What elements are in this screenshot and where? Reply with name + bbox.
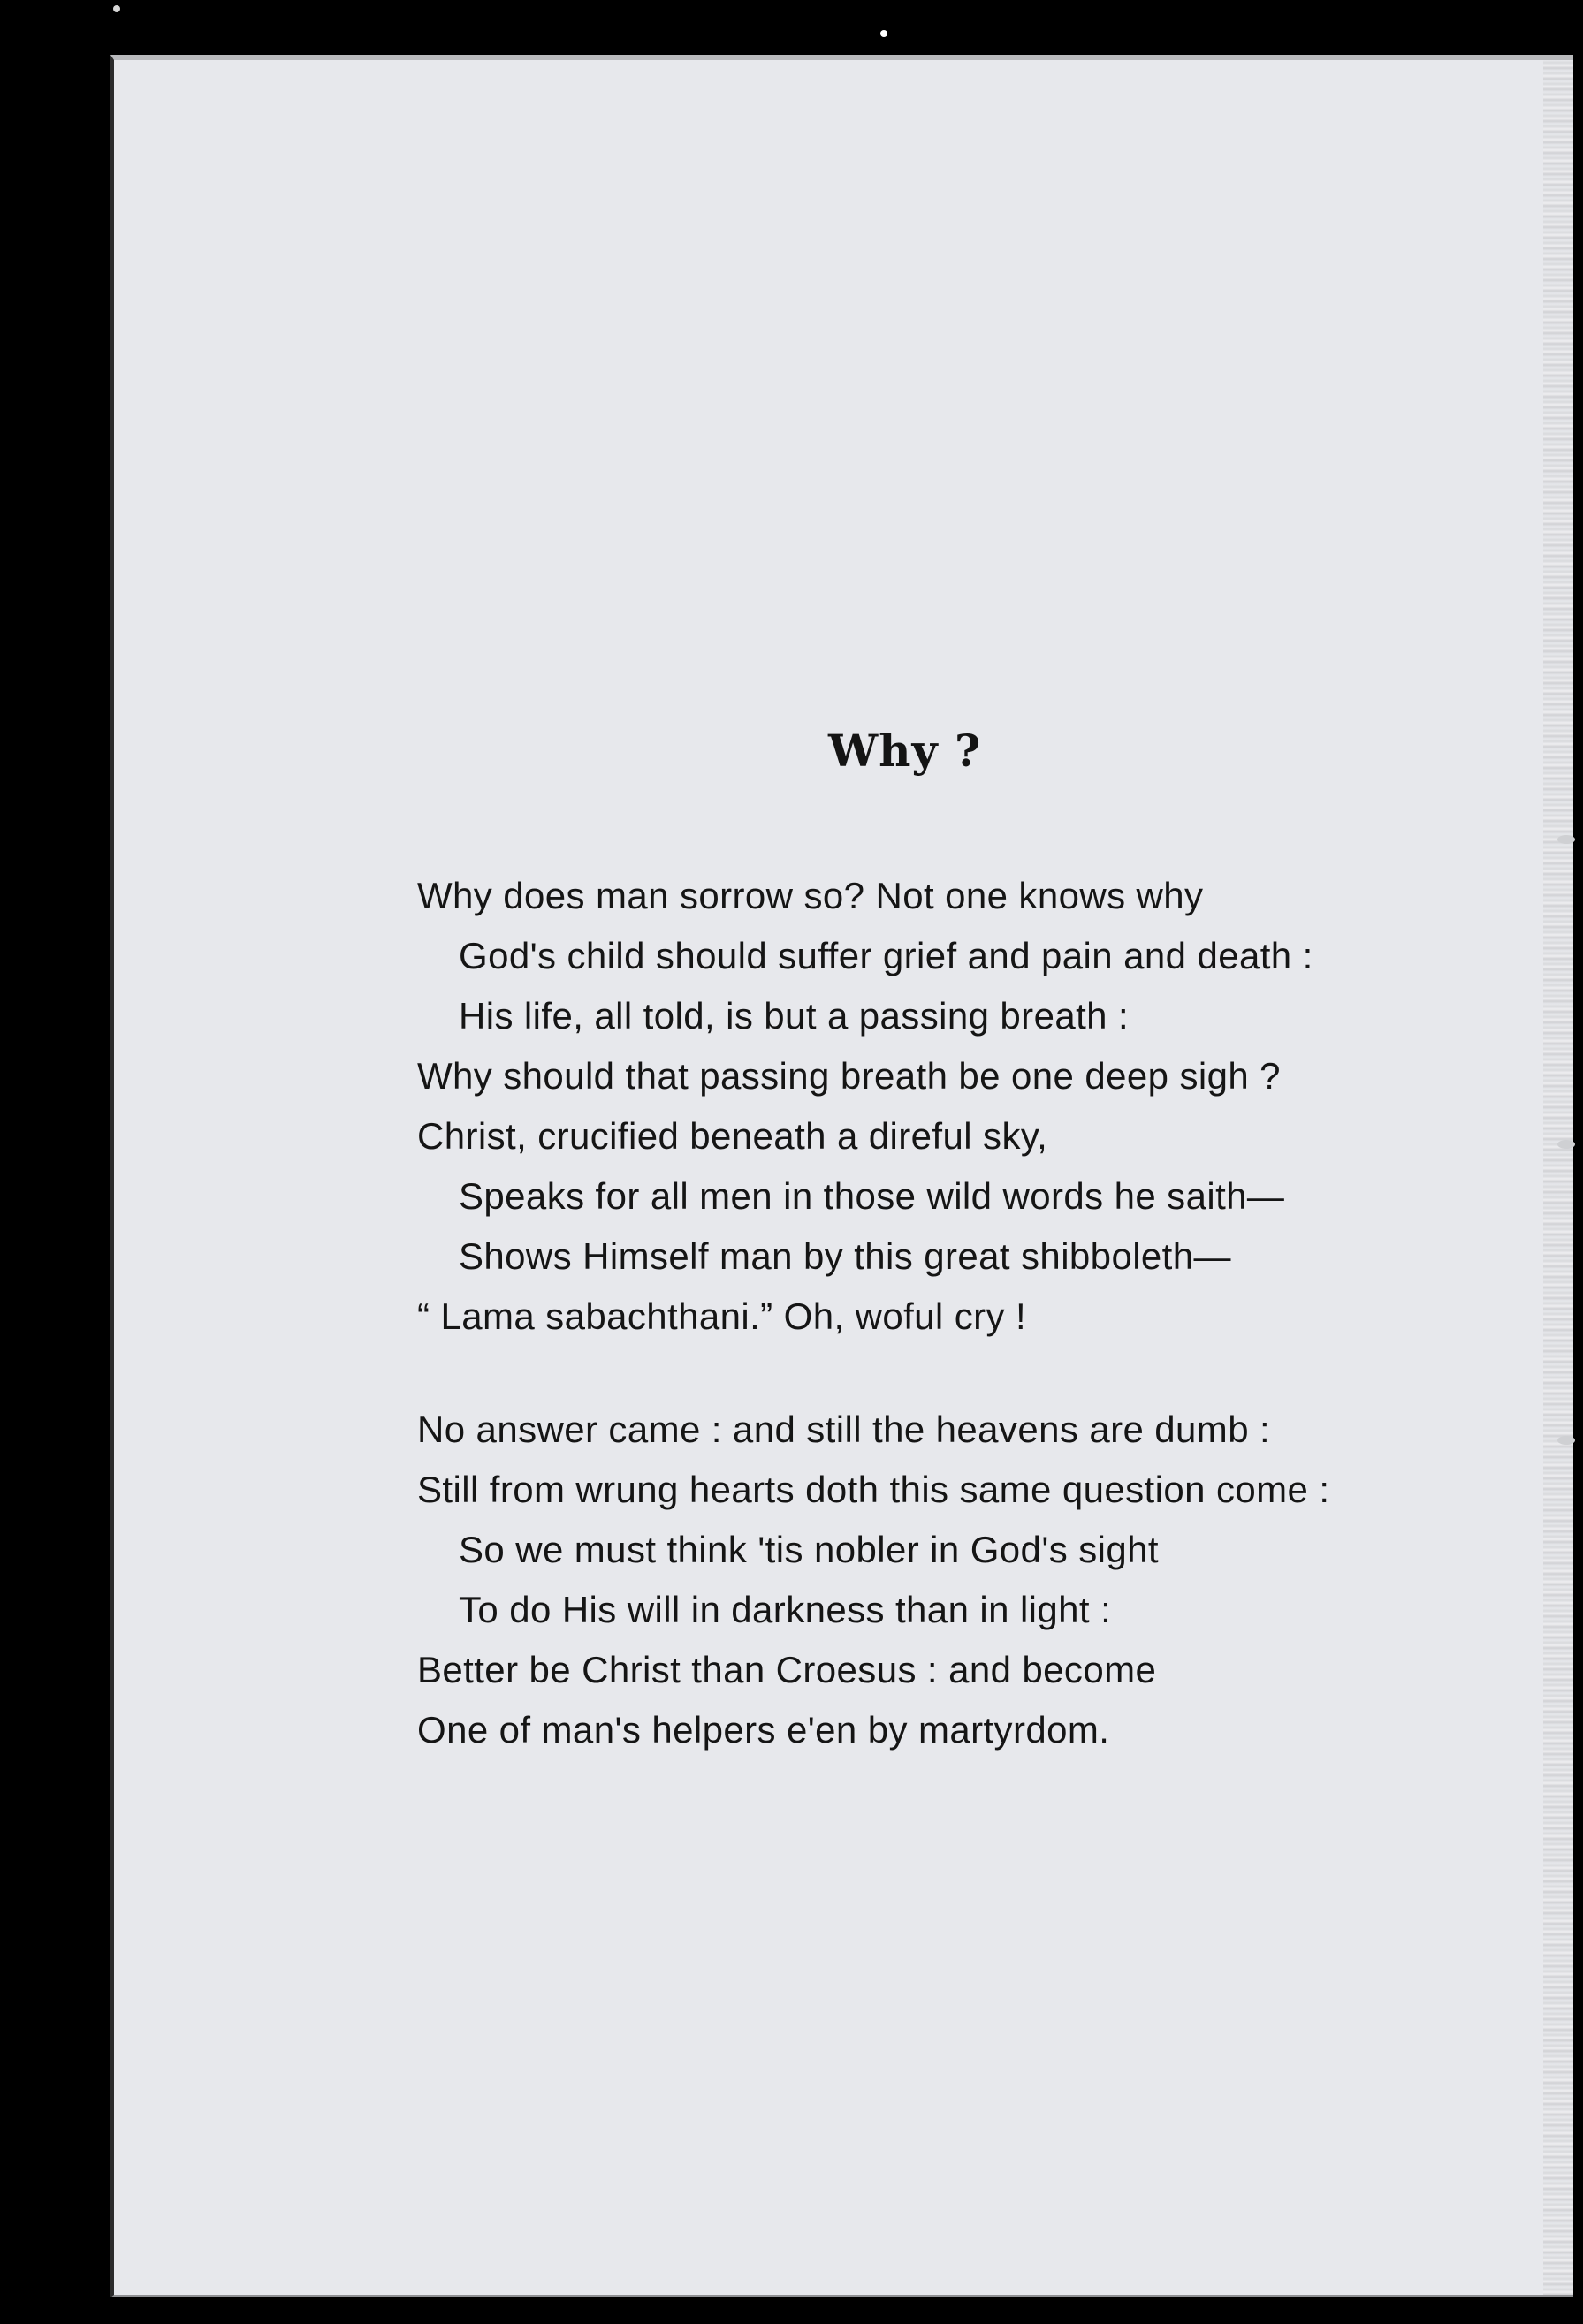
scan-speck xyxy=(880,30,887,37)
poem-line: Why should that passing breath be one deep sigh ? xyxy=(417,1055,1281,1097)
poem-line: Shows Himself man by this great shibboleth— xyxy=(459,1235,1231,1277)
poem-line: No answer came : and still the heavens are dumb : xyxy=(417,1409,1271,1450)
scan-speck xyxy=(113,5,120,12)
stanza-2 xyxy=(417,1400,1522,1760)
stanza-1 xyxy=(417,866,1522,1347)
poem-line: Christ, crucified beneath a direful sky, xyxy=(417,1115,1048,1157)
poem-line: Still from wrung hearts doth this same question come : xyxy=(417,1469,1330,1510)
poem-line: His life, all told, is but a passing breath : xyxy=(459,995,1130,1037)
poem-line: Speaks for all men in those wild words he saith— xyxy=(459,1175,1285,1217)
margin-notch xyxy=(1557,1140,1575,1149)
margin-notch xyxy=(1557,835,1575,844)
poem-line: To do His will in darkness than in light : xyxy=(459,1589,1112,1630)
poem-line: “ Lama sabachthani.” Oh, woful cry ! xyxy=(417,1295,1027,1337)
margin-notch xyxy=(1557,1436,1575,1445)
poem-line: Why does man sorrow so? Not one knows why xyxy=(417,875,1204,916)
poem-title: Why ? xyxy=(828,725,982,777)
poem-body xyxy=(417,866,1522,1813)
scanned-page xyxy=(110,55,1573,2297)
poem-line: God's child should suffer grief and pain and death : xyxy=(459,935,1313,976)
poem-line: One of man's helpers e'en by martyrdom. xyxy=(417,1709,1110,1751)
poem-line: Better be Christ than Croesus : and become xyxy=(417,1649,1157,1690)
poem-line: So we must think 'tis nobler in God's sight xyxy=(459,1529,1159,1570)
